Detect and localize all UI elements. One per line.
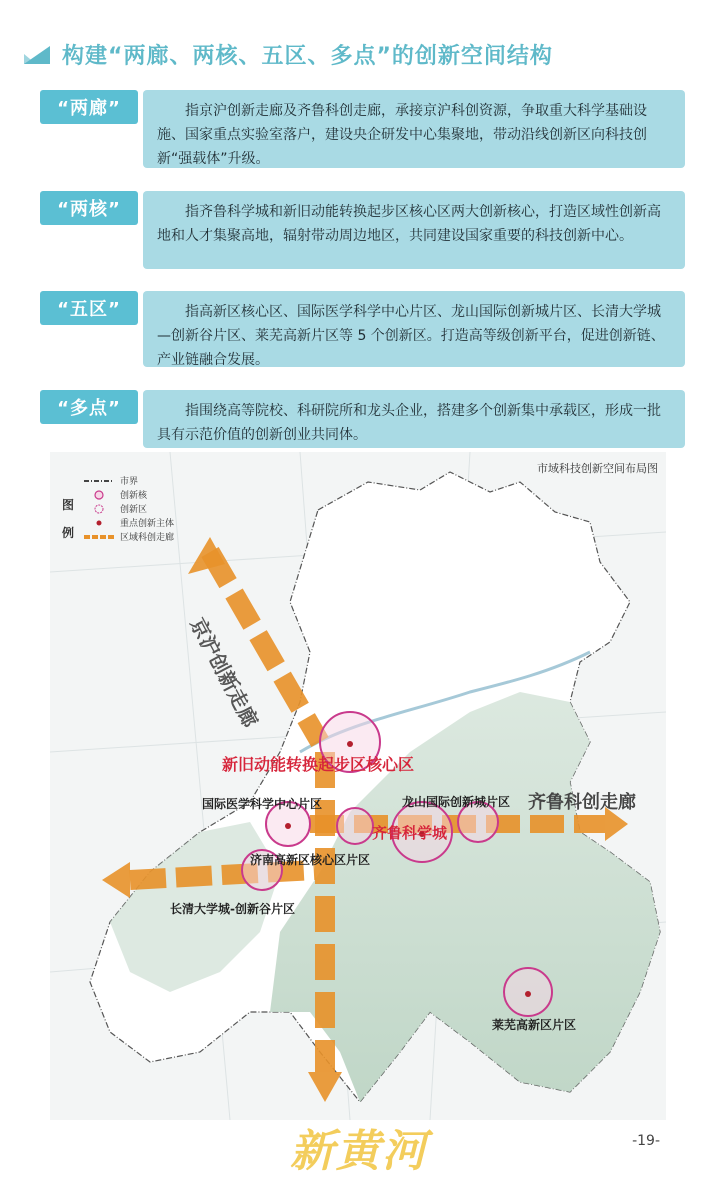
key-entity-dot [525, 991, 531, 997]
zone-icon [84, 504, 114, 514]
label-core-kxc: 齐鲁科学城 [372, 824, 448, 842]
page-title: 构建“两廊、两核、五区、多点”的创新空间结构 [62, 43, 553, 69]
corridor-icon [84, 532, 114, 542]
zone-gaoxin-ring [337, 808, 373, 844]
definition-tag: “两廊” [40, 90, 138, 124]
legend-item-city-border [84, 474, 138, 487]
legend-item-key-entity [84, 516, 174, 529]
dot-icon [84, 518, 114, 528]
watermark-logo: 新黄河 [290, 1126, 428, 1177]
legend-item-corridor [84, 530, 174, 543]
definition-tag: “多点” [40, 390, 138, 424]
title-triangle-icon [22, 42, 52, 66]
legend-item-core [84, 488, 147, 501]
definition-tag: “五区” [40, 291, 138, 325]
core-icon [84, 490, 114, 500]
definition-tag: “两核” [40, 191, 138, 225]
page-header [22, 38, 698, 70]
legend-label: 创新核 [120, 491, 148, 501]
key-entity-dot [285, 823, 291, 829]
label-jinghu-corridor: 京沪创新走廊 [185, 613, 263, 732]
label-qilu-corridor: 齐鲁科创走廊 [528, 792, 636, 813]
label-zone-laiwu: 莱芜高新区片区 [492, 1018, 577, 1032]
legend-label: 市界 [120, 477, 139, 487]
definition-text: 指京沪创新走廊及齐鲁科创走廊，承接京沪科创资源，争取重大科学基础设施、国家重点实验室落户，建设央企研发中心集聚地，带动沿线创新区向科技创新“强载体”升级。 [143, 90, 685, 168]
label-zone-changqing: 长清大学城-创新谷片区 [170, 902, 295, 916]
label-zone-gaoxin: 济南高新区核心区片区 [250, 853, 371, 867]
label-zone-longshan: 龙山国际创新城片区 [402, 795, 511, 809]
label-core-qibu: 新旧动能转换起步区核心区 [222, 755, 415, 774]
innovation-layout-map [50, 452, 666, 1120]
legend-title-2: 例 [62, 526, 75, 540]
map-caption: 市域科技创新空间布局图 [537, 462, 658, 475]
legend-item-zone [84, 502, 147, 515]
legend-label: 重点创新主体 [120, 519, 175, 529]
label-zone-yixue: 国际医学科学中心片区 [202, 797, 323, 811]
legend-title-1: 图 [62, 498, 75, 512]
legend-label: 创新区 [120, 505, 148, 515]
page-number: -19- [632, 1133, 660, 1149]
legend-label: 区域科创走廊 [120, 533, 175, 543]
city-border-icon [84, 476, 114, 486]
definition-text: 指齐鲁科学城和新旧动能转换起步区核心区两大创新核心，打造区域性创新高地和人才集聚高地，辐射带动周边地区，共同建设国家重要的科技创新中心。 [143, 191, 685, 269]
definition-text: 指高新区核心区、国际医学科学中心片区、龙山国际创新城片区、长清大学城—创新谷片区、莱芜高新片区等 5 个创新区。打造高等级创新平台，促进创新链、产业链融合发展。 [143, 291, 685, 367]
key-entity-dot [347, 741, 353, 747]
definition-text: 指围绕高等院校、科研院所和龙头企业，搭建多个创新集中承载区，形成一批具有示范价值的创新创业共同体。 [143, 390, 685, 448]
